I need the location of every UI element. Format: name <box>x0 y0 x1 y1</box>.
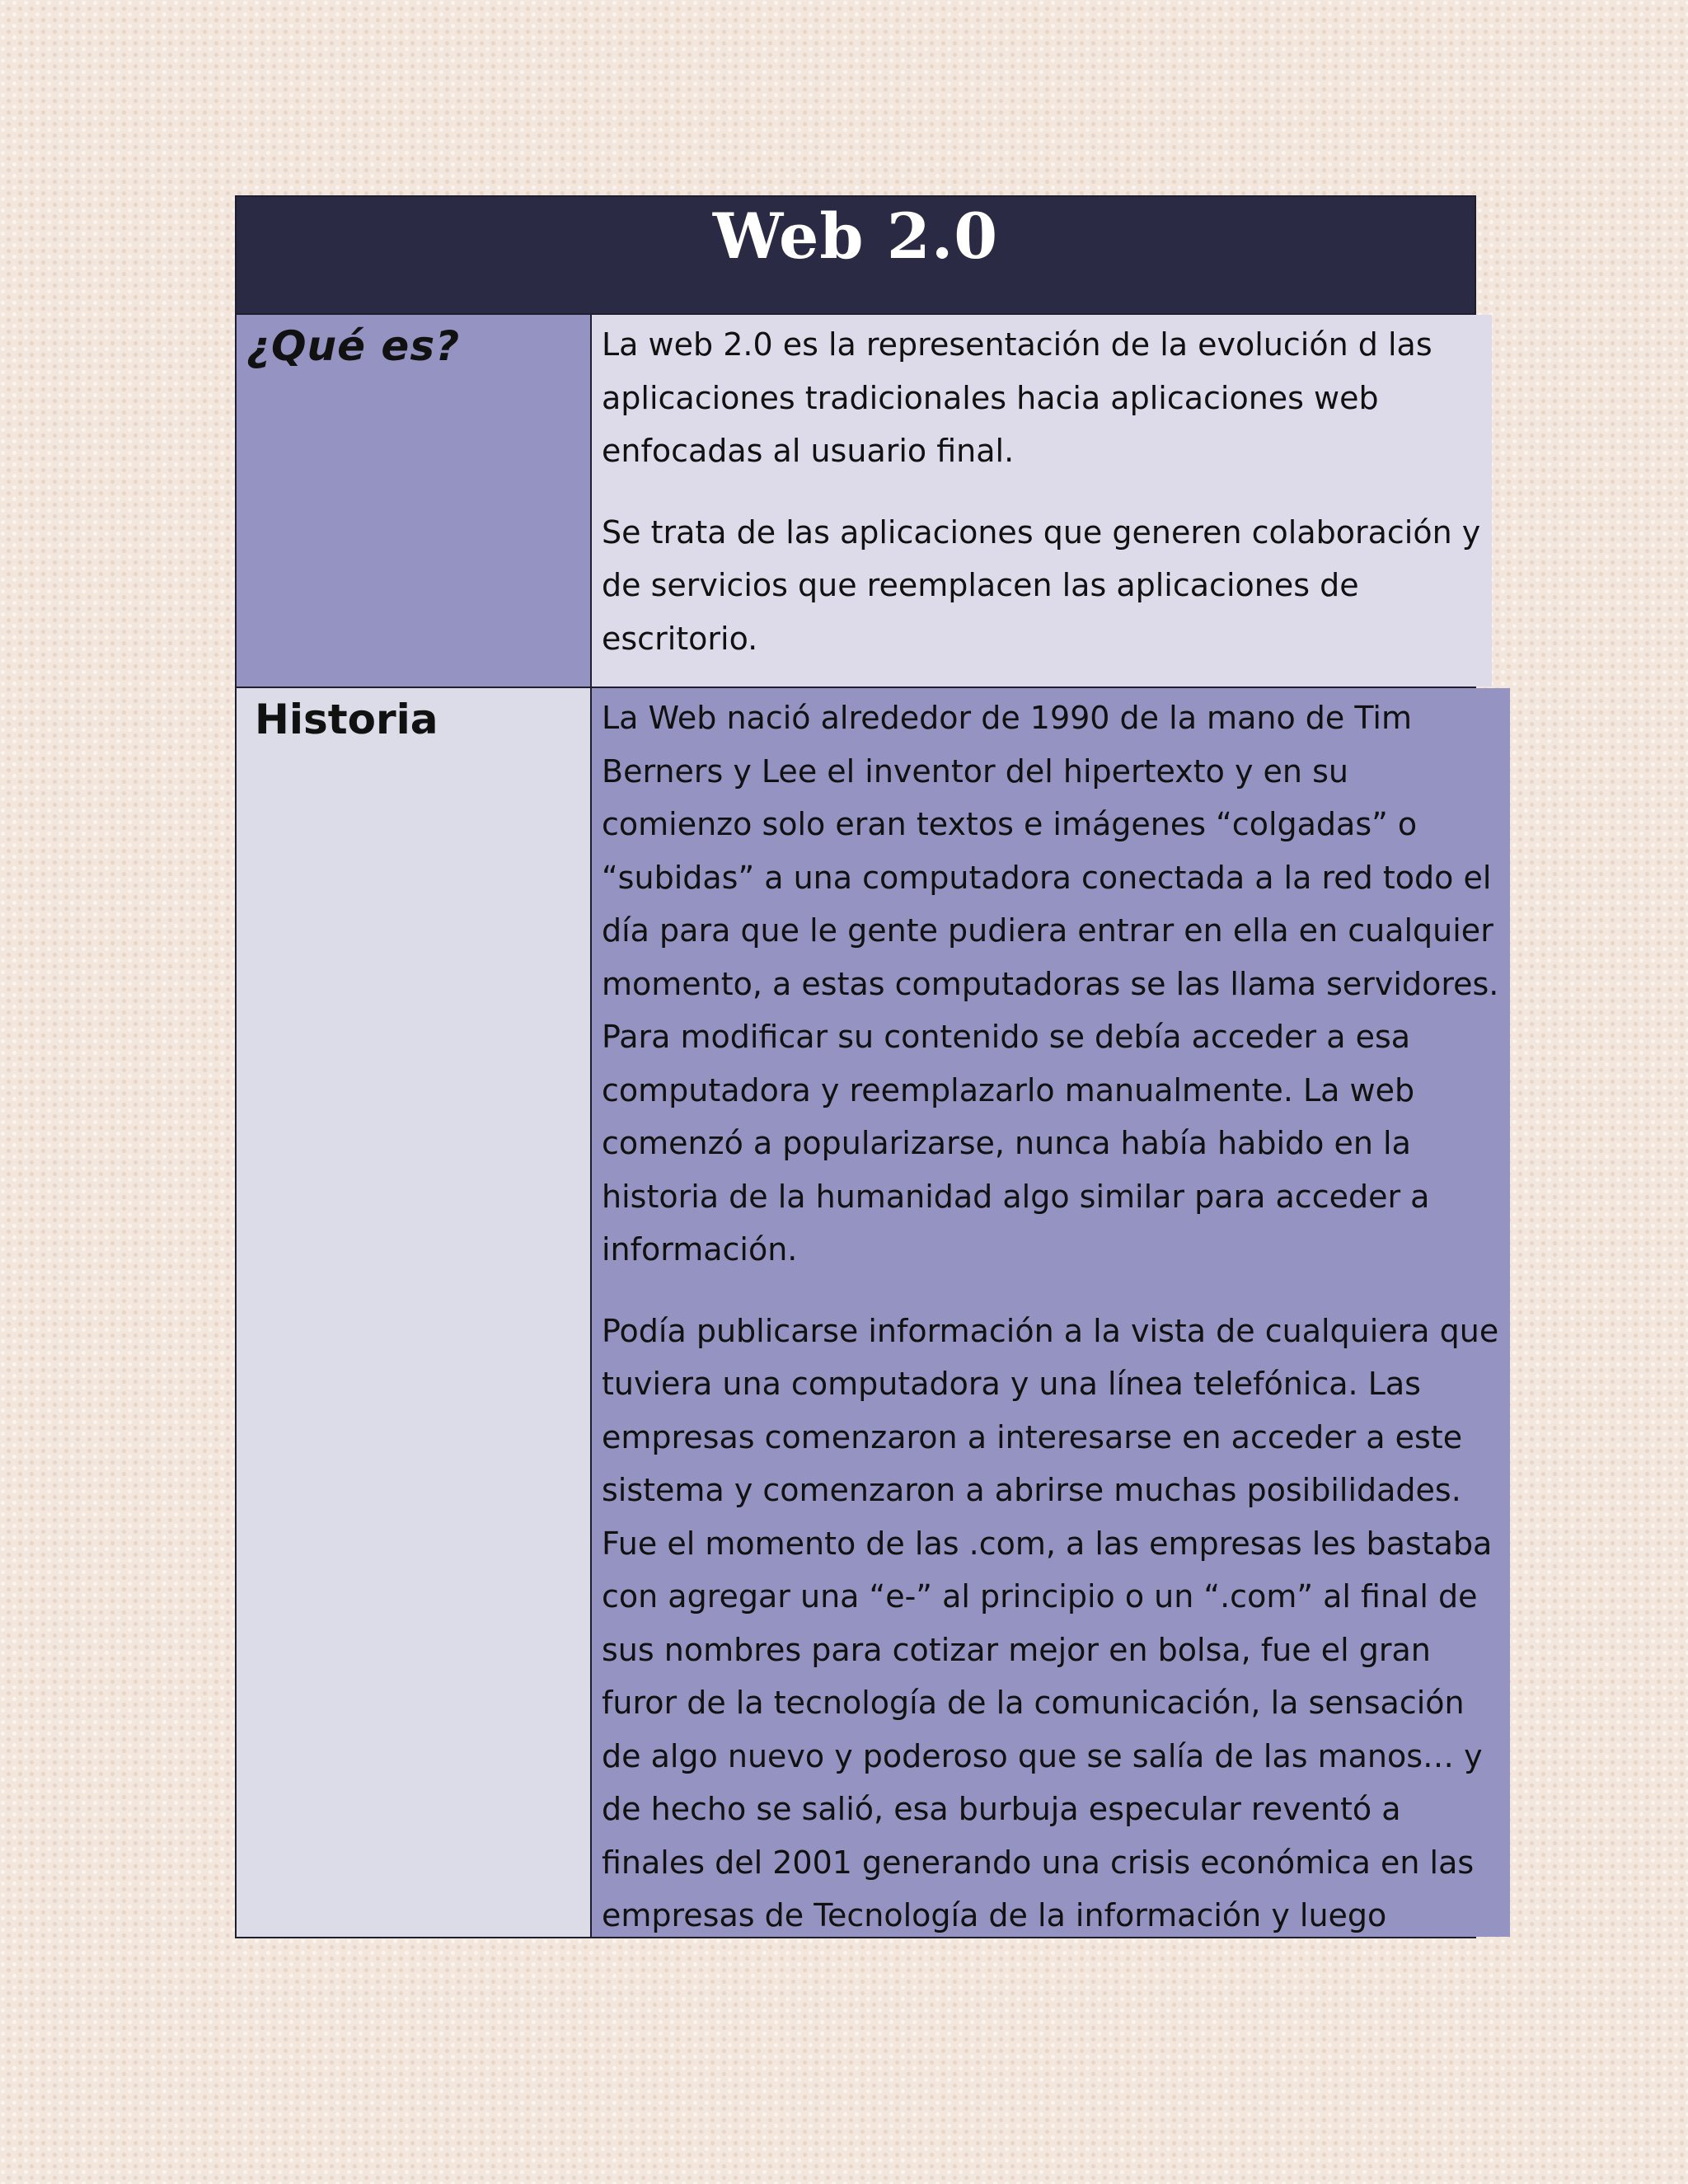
paragraph <box>602 318 1480 478</box>
text-line: comenzó a popularizarse, nunca había habido en la <box>602 1125 1411 1161</box>
text-line: La Web nació alrededor de 1990 de la mano de Tim <box>602 700 1412 736</box>
text-line: furor de la tecnología de la comunicación, la sensación <box>602 1685 1465 1721</box>
text-line: tuviera una computadora y una línea telefónica. Las <box>602 1366 1421 1402</box>
text-line: “subidas” a una computadora conectada a la red todo el <box>602 859 1492 896</box>
text-line: Berners y Lee el inventor del hipertexto y en su <box>602 752 1348 790</box>
text-line: escritorio. <box>602 620 758 657</box>
text-line: computadora y reemplazarlo manualmente. La web <box>602 1071 1415 1108</box>
section-row-que-es <box>237 315 1481 688</box>
page-title: Web 2.0 <box>712 199 999 273</box>
text-line: información. <box>602 1231 798 1268</box>
section-label-que-es: ¿Qué es? <box>246 322 461 370</box>
section-content-que-es <box>592 315 1492 687</box>
section-label-historia: Historia <box>255 696 438 743</box>
text-line: empresas comenzaron a interesarse en acceder a este <box>602 1418 1463 1455</box>
text-line: día para que le gente pudiera entrar en ella en cualquier <box>602 912 1493 949</box>
web20-table <box>235 195 1499 1938</box>
text-line: momento, a estas computadoras se las llama servidores. <box>602 965 1499 1002</box>
text-line: historia de la humanidad algo similar para acceder a <box>602 1178 1430 1215</box>
text-line: sistema y comenzaron a abrirse muchas posibilidades. <box>602 1472 1461 1508</box>
text-line: finales del 2001 generando una crisis económica en las <box>602 1844 1475 1881</box>
text-line: de servicios que reemplacen las aplicaciones de <box>602 567 1359 603</box>
text-line: empresas de Tecnología de la información y luego <box>602 1897 1387 1933</box>
text-line: Podía publicarse información a la vista de cualquiera que <box>602 1312 1499 1349</box>
text-line: enfocadas al usuario final. <box>602 433 1015 469</box>
text-line: La web 2.0 es la representación de la evolución d las <box>602 326 1432 363</box>
paragraph <box>602 1305 1498 1943</box>
text-line: con agregar una “e-” al principio o un “.com” al final de <box>602 1578 1478 1615</box>
section-label-cell <box>237 688 592 1937</box>
text-line: Fue el momento de las .com, a las empresas les bastaba <box>602 1525 1493 1562</box>
text-line: de algo nuevo y poderoso que se salía de las manos… y <box>602 1737 1483 1774</box>
text-line: Para modificar su contenido se debía acceder a esa <box>602 1019 1411 1055</box>
text-line: comienzo solo eran textos e imágenes “colgadas” o <box>602 806 1418 842</box>
title-row <box>237 197 1475 315</box>
text-line: sus nombres para cotizar mejor en bolsa, fue el gran <box>602 1631 1431 1668</box>
text-line: Se trata de las aplicaciones que generen colaboración y <box>602 513 1481 551</box>
paragraph <box>602 691 1498 1277</box>
section-row-historia <box>237 688 1499 1937</box>
paragraph <box>602 506 1480 666</box>
section-content-historia <box>592 688 1510 1937</box>
text-line: de hecho se salió, esa burbuja especular reventó a <box>602 1791 1401 1827</box>
text-line: aplicaciones tradicionales hacia aplicaciones web <box>602 379 1379 416</box>
section-label-cell <box>237 315 592 687</box>
